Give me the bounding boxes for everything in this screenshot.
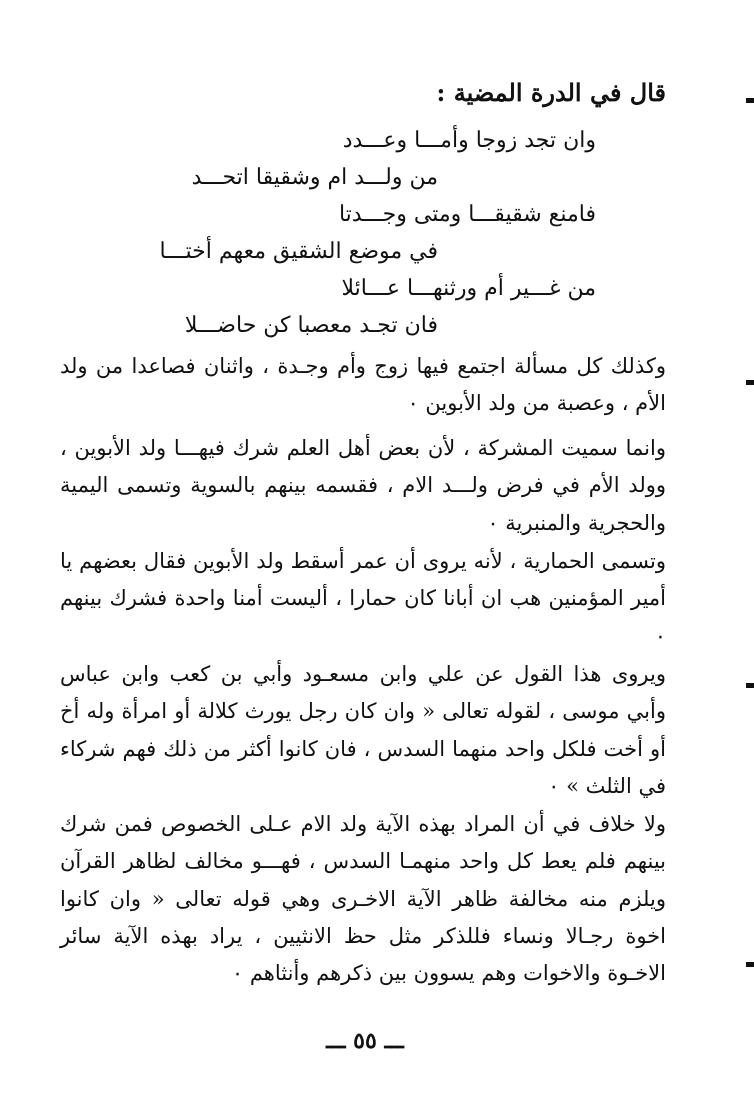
- verse-line: في موضع الشقيق معهم أختـــا: [159, 239, 438, 264]
- section-heading: قال في الدرة المضية :: [436, 78, 666, 107]
- margin-mark: [746, 380, 754, 385]
- paragraph: وانما سميت المشركة ، لأن بعض أهل العلم شرك فيهـــا ولد الأبوين ، وولد الأم في فرض ولـــد الام ، فقسمه بينهم بالسوية وتسمى اليمية والحجرية والمنبرية ٠: [60, 436, 666, 535]
- page-number: ـــ ٥٥ ـــ: [326, 1028, 404, 1054]
- verse-line: فان تجـد معصبا كن حاضـــلا: [184, 313, 438, 338]
- verse-line: من غـــير أم ورثنهـــا عـــائلا: [341, 276, 596, 301]
- margin-mark: [746, 683, 754, 688]
- margin-mark: [746, 962, 754, 967]
- paragraph: وكذلك كل مسألة اجتمع فيها زوج وأم وجـدة ، واثنان فصاعدا من ولد الأم ، وعصبة من ولد الأبوين ٠: [60, 354, 666, 416]
- paragraph: وتسمى الحمارية ، لأنه يروى أن عمر أسقط ولد الأبوين فقال بعضهم يا أمير المؤمنين هب ان أبانا كان حمارا ، أليست أمنا واحدة فشرك بينهم ٠: [60, 549, 666, 648]
- verse-line: من ولـــد ام وشقيقا اتحـــد: [191, 165, 438, 190]
- paragraph: ويروى هذا القول عن علي وابن مسعـود وأبي بن كعب وابن عباس وأبي موسى ، لقوله تعالى « وان كان رجل يورث كلالة أو امرأة وله أخ أو أخت فلكل واحد منهما السدس ، فان كانوا أكثر من ذلك فهم شركاء في الثلث » ٠: [60, 662, 666, 798]
- verse-line: فامنع شقيقـــا ومتى وجـــدتا: [338, 202, 596, 227]
- margin-mark: [746, 98, 754, 103]
- paragraph: ولا خلاف في أن المراد بهذه الآية ولد الام عـلى الخصوص فمن شرك بينهم فلم يعط كل واحد منهمـا السدس ، فهـــو مخالف لظاهر القرآن ويلزم منه مخالفة ظاهر الآية الاخـرى وهي قوله تعالى « وان كانوا اخوة رجـالا ونساء فللذكر مثل حظ الانثيين ، يراد بهذه الآية سائر الاخـوة والاخوات وهم يسوون بين ذكرهم وأنثاهم ٠: [60, 812, 666, 986]
- verse-line: وان تجد زوجا وأمـــا وعـــدد: [342, 128, 596, 153]
